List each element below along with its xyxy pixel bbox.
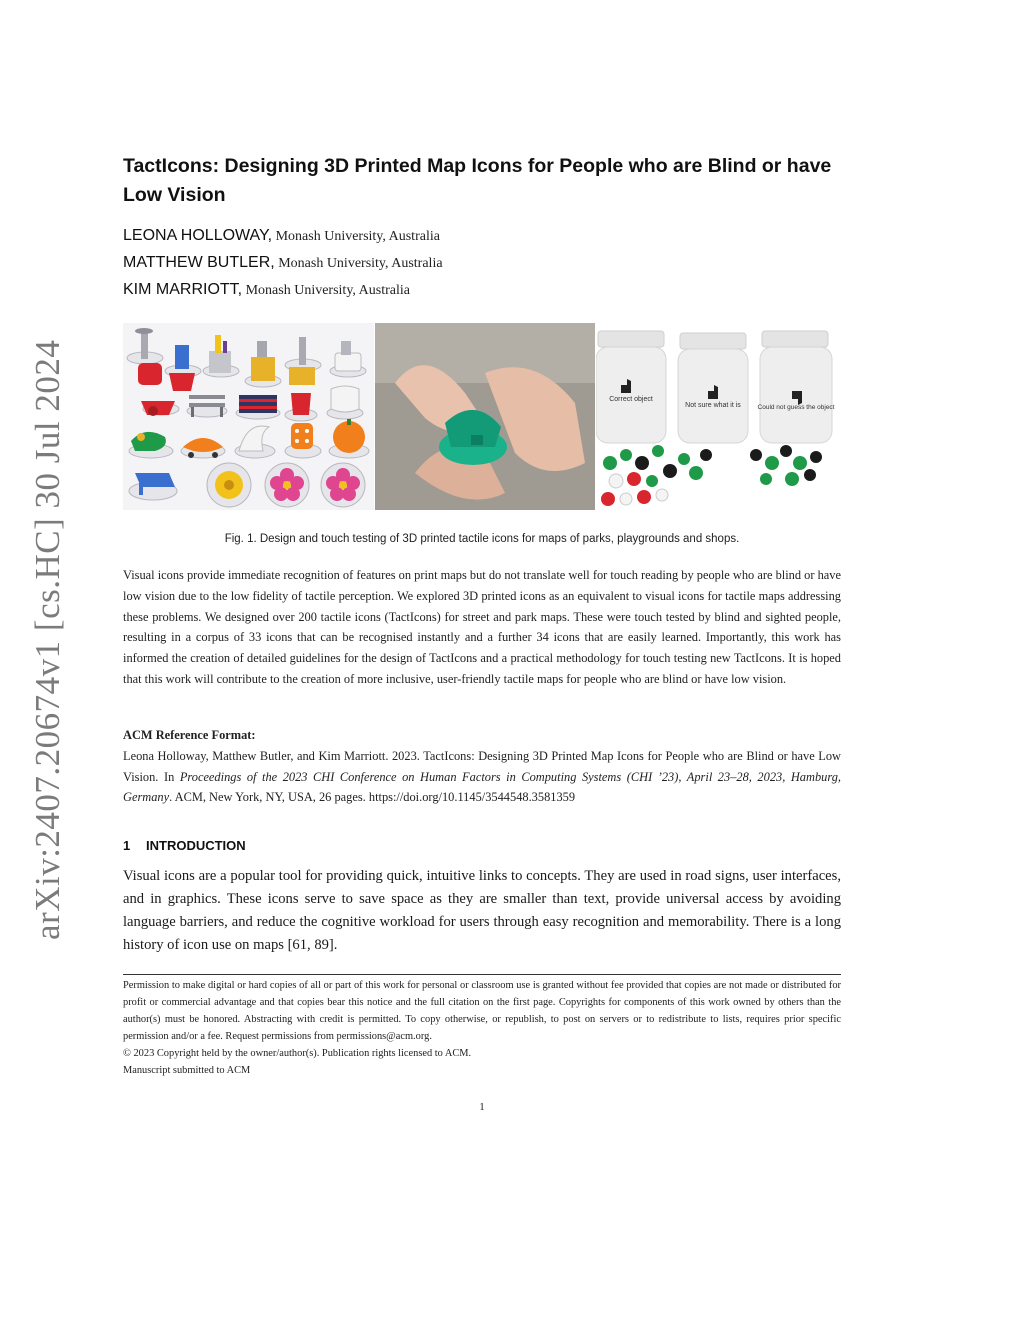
footnote <box>123 977 841 1079</box>
icon-render <box>321 463 365 507</box>
section-title: INTRODUCTION <box>146 838 246 853</box>
printed-icon-pile <box>601 445 822 506</box>
icon-render <box>285 423 321 458</box>
icon-render <box>207 463 251 507</box>
author-name: LEONA HOLLOWAY, <box>123 227 273 244</box>
arxiv-stamp: arXiv:2407.20674v1 [cs.HC] 30 Jul 2024 <box>28 339 67 940</box>
figure-panel-touch-photo <box>375 323 595 510</box>
icon-render <box>187 395 227 417</box>
manuscript-notice: Manuscript submitted to ACM <box>123 1065 251 1076</box>
paper-title: TactIcons: Designing 3D Printed Map Icons for People who are Blind or have Low Vision <box>123 155 832 206</box>
acm-reference-venue: Proceedings of the 2023 CHI Conference on Human Factors in Computing Systems (CHI ’23), April 23–28, 2023, Hamburg, Germany <box>123 769 841 805</box>
icon-render <box>236 395 280 419</box>
acm-reference-authors: Leona Holloway, Matthew Butler, and Kim Marriott. 2023. TactIcons: Designing 3D Printed Map Icons for People who are Blind or have Low Vision. In <box>123 748 841 784</box>
copyright-notice: © 2023 Copyright held by the owner/author(s). Publication rights licensed to ACM. <box>123 1048 472 1059</box>
figure-1 <box>123 323 841 510</box>
icon-render <box>141 401 179 416</box>
acm-reference-text <box>123 746 841 808</box>
author-name: MATTHEW BUTLER, <box>123 254 275 271</box>
icon-renders-illustration <box>123 323 374 510</box>
jar <box>758 331 835 443</box>
section-heading <box>123 838 841 853</box>
acm-reference-heading: ACM Reference Format: <box>123 728 256 742</box>
icon-render <box>265 463 309 507</box>
icon-render <box>129 432 173 458</box>
touch-photo-illustration <box>375 323 595 510</box>
figure-panel-icon-renders <box>123 323 374 510</box>
section-number: 1 <box>123 838 131 853</box>
footnote-divider <box>123 974 841 975</box>
jar-label: Correct object <box>609 396 653 403</box>
author-entry <box>123 276 843 303</box>
jar-label: Could not guess the object <box>757 404 835 411</box>
acm-reference-publisher: . ACM, New York, NY, USA, 26 pages. https://doi.org/10.1145/3544548.3581359 <box>169 790 576 805</box>
icon-render <box>181 438 225 458</box>
permission-notice: Permission to make digital or hard copies of all or part of this work for personal or classroom use is granted without fee provided that copies are not made or distributed for profit or commercial advantage and that copies bear this notice and the full citation on the first page. Copyrights for components of this work owned by others than the author(s) must be honored. Abstracting with credit is permitted. To copy otherwise, or republish, to post on servers or to redistribute to lists, requires prior specific permission and/or a fee. Request permissions from permissions@acm.org. <box>123 980 841 1042</box>
icon-render <box>330 341 366 377</box>
jar <box>678 333 748 443</box>
icon-render <box>245 341 281 387</box>
icon-render <box>203 335 239 377</box>
author-affiliation: Monash University, Australia <box>242 283 410 298</box>
figure-panel-sorting-jars <box>596 323 841 510</box>
author-list <box>123 222 843 303</box>
icon-render <box>129 473 177 500</box>
sorting-jars-illustration <box>596 323 841 510</box>
page-number: 1 <box>479 1101 485 1113</box>
icon-render <box>235 426 275 458</box>
icon-render <box>127 328 163 385</box>
author-entry <box>123 222 843 249</box>
jar <box>596 331 666 443</box>
icon-render <box>165 345 201 391</box>
jar-label: Not sure what it is <box>685 402 741 409</box>
author-affiliation: Monash University, Australia <box>272 229 440 244</box>
figure-caption: Fig. 1. Design and touch testing of 3D printed tactile icons for maps of parks, playgrounds and shops. <box>224 533 740 545</box>
acm-reference <box>123 725 841 808</box>
icon-render <box>285 393 317 421</box>
author-name: KIM MARRIOTT, <box>123 281 243 298</box>
icon-render <box>285 337 321 385</box>
author-affiliation: Monash University, Australia <box>274 256 443 271</box>
abstract: Visual icons provide immediate recognition of features on print maps but do not translate well for touch reading by people who are blind or have low vision due to the low fidelity of tactile perception. We explored 3D printed icons as an equivalent to visual icons for tactile maps addressing these problems. We designed over 200 tactile icons (TactIcons) for street and park maps. These were touch tested by blind and sighted people, resulting in a corpus of 33 icons that can be recognised instantly and a further 34 icons that are easily learned. Importantly, this work has informed the creation of detailed guidelines for the design of TactIcons and a practical methodology for touch testing new TactIcons. It is hoped that this work will contribute to the creation of more inclusive, user-friendly tactile maps for people who are blind or have low vision. <box>123 568 841 686</box>
icon-render <box>329 419 369 458</box>
author-entry <box>123 249 843 276</box>
icon-render <box>327 386 363 419</box>
introduction-paragraph: Visual icons are a popular tool for providing quick, intuitive links to concepts. They are used in road signs, user interfaces, and in graphics. These icons serve to save space as they are smaller than text, provide universal access by avoiding language barriers, and reduce the cognitive workload for users through easy recognition and memorability. There is a long history of icon use on maps [61, 89]. <box>123 868 841 953</box>
